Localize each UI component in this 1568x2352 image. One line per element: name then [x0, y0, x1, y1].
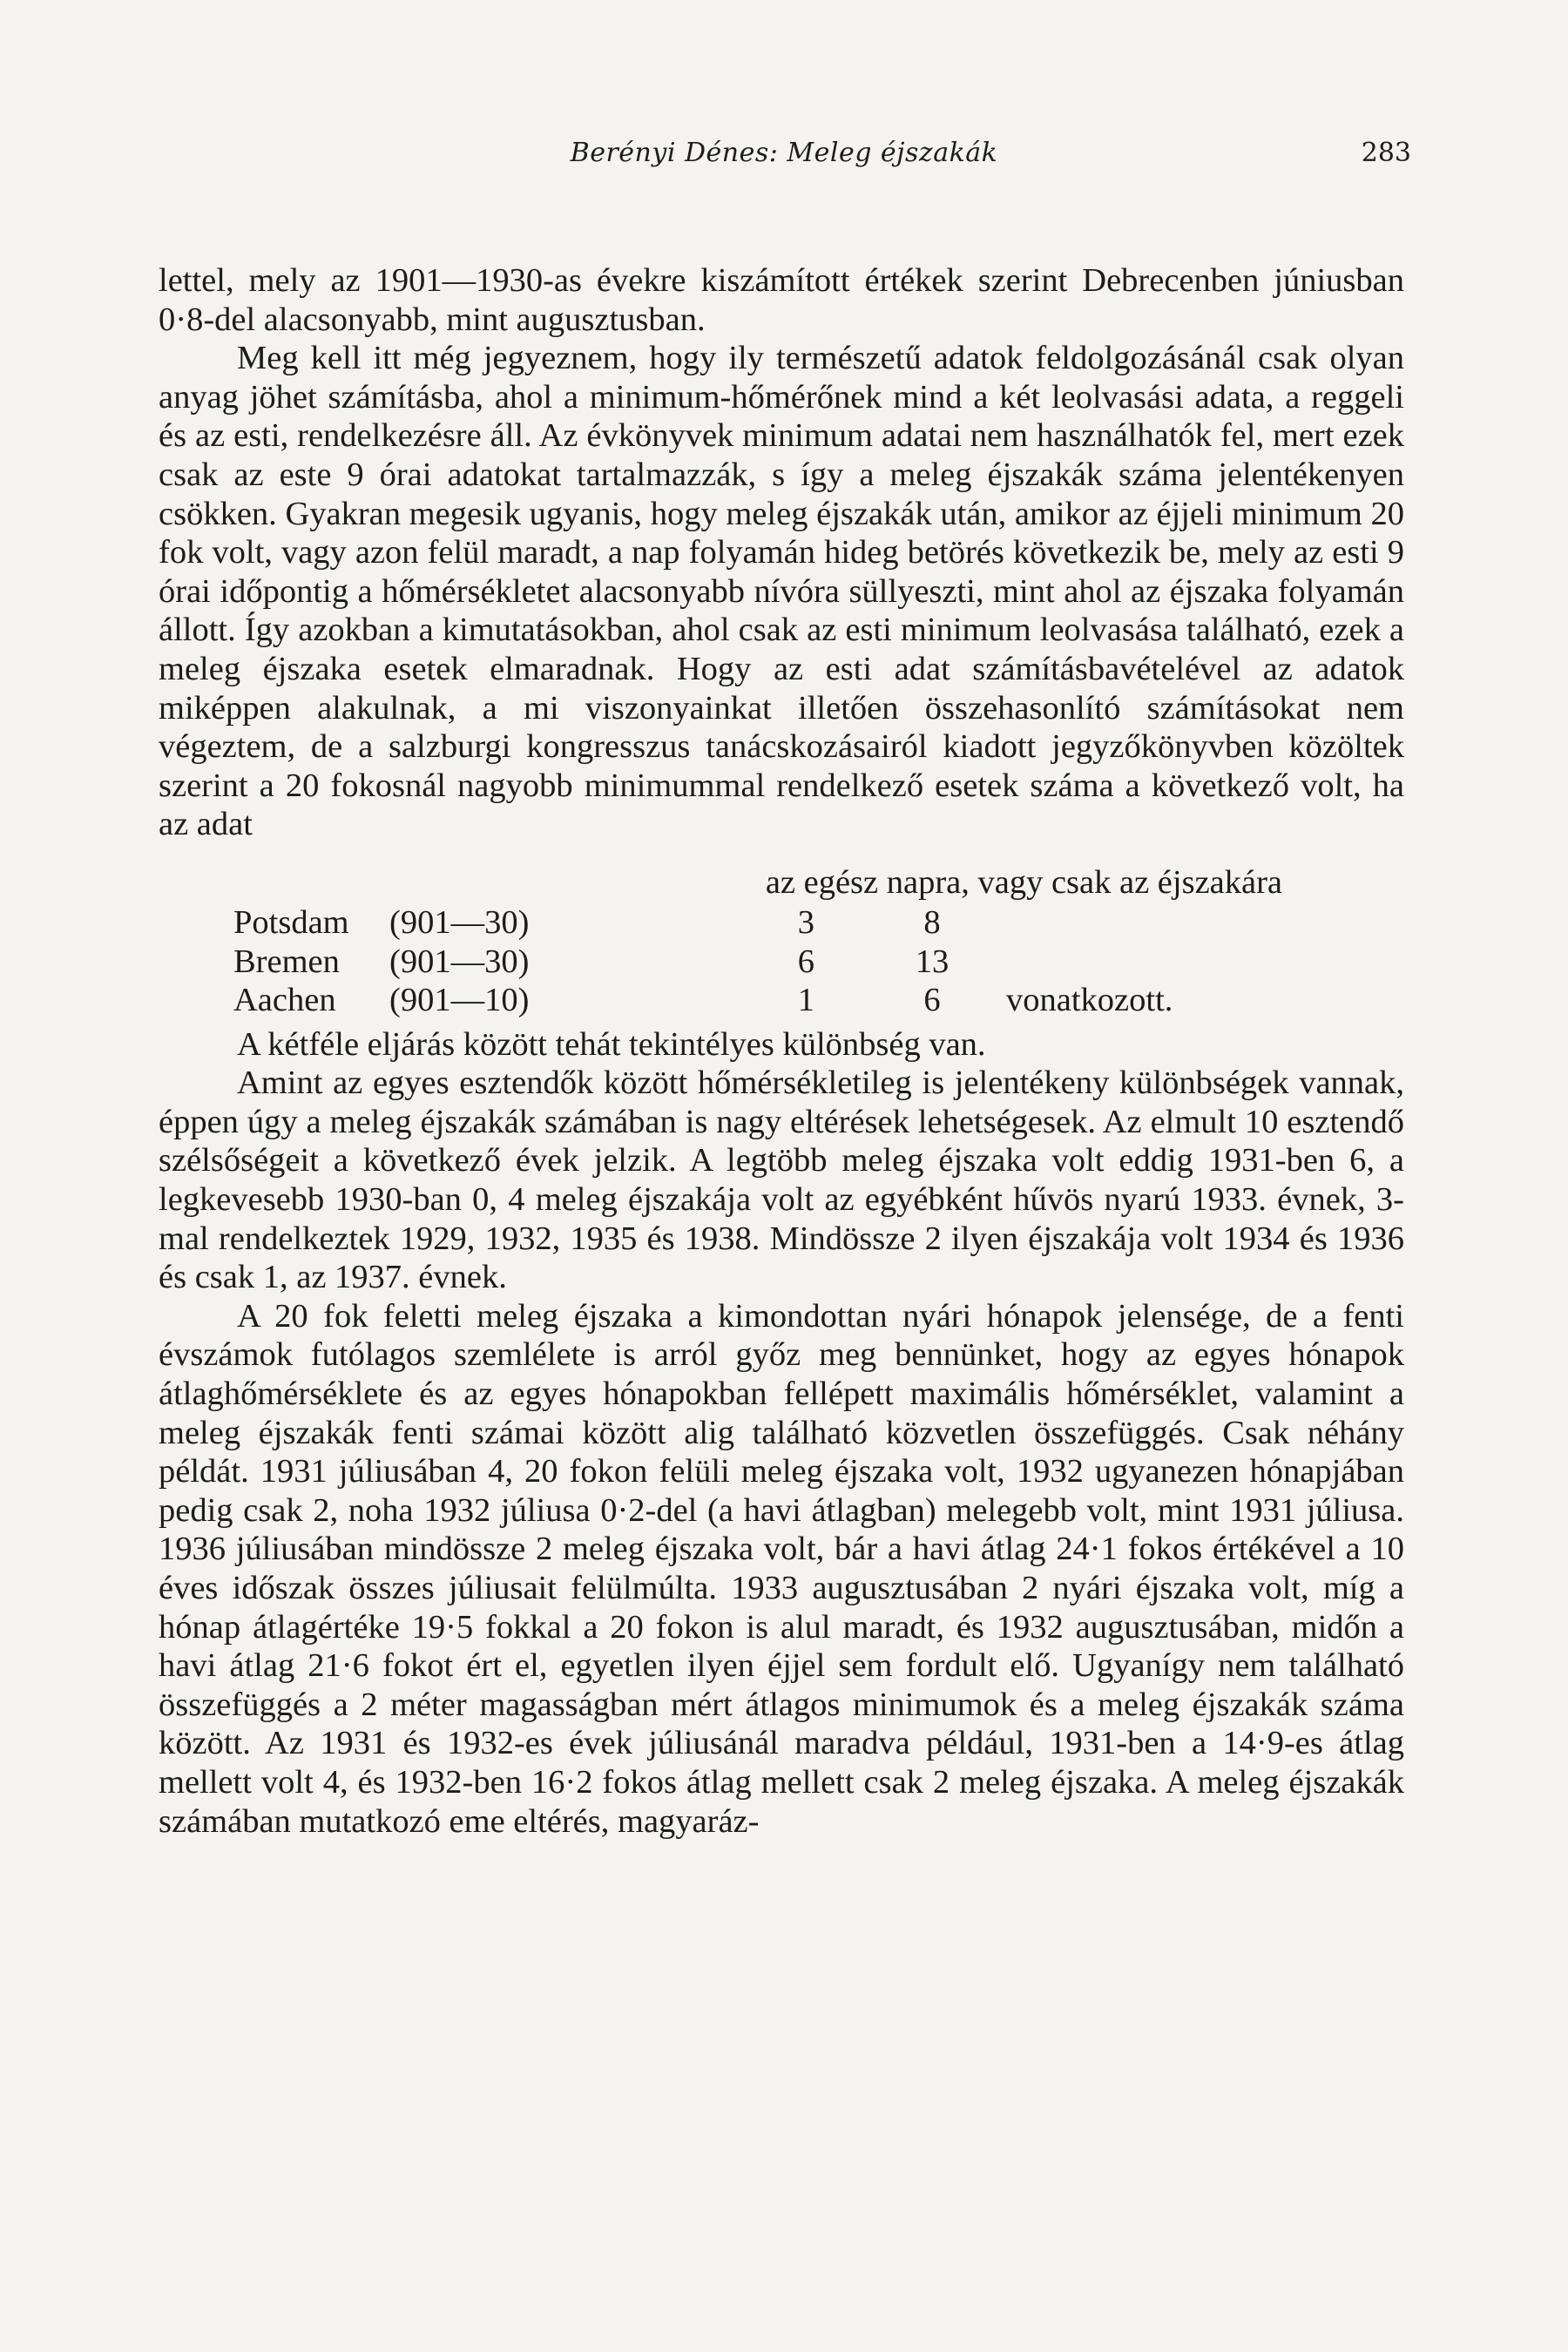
period-cell: (901—30) [389, 943, 530, 980]
table-body [159, 903, 1173, 1020]
paragraph: Meg kell itt még jegyeznem, hogy ily természetű adatok feldolgozásánál csak olyan anyag jöhet számításba, ahol a minimum-hőmérőnek mind a két leolvasási adata, a reggeli és az esti, rendelkezésre áll. Az évkönyvek minimum adatai nem használhatók fel, mert ezek csak az este 9 órai adatokat tartalmazzák, s így a meleg éjszakák száma jelentékenyen csökken. Gyakran megesik ugyanis, hogy meleg éjszakák után, amikor az éjjeli minimum 20 fok volt, vagy azon felül maradt, a nap folyamán hideg betörés következik be, mely az esti 9 órai időpontig a hőmérsékletet alacsonyabb nívóra süllyeszti, mint ahol az éjszaka folyamán állott. Így azokban a kimutatásokban, ahol csak az esti minimum leolvasása található, ezek a meleg éjszaka esetek elmaradnak. Hogy az esti adat számításbavételével az adatok miképpen alakulnak, a mi viszonyainkat illetően összehasonlító számításokat nem végeztem, de a salzburgi kongresszus tanácskozásairól kiadott jegyzőkönyvben közöltek szerint a 20 fokosnál nagyobb minimummal rendelkező esetek száma a következő volt, ha az adat [159, 340, 1404, 843]
city-cell: Aachen [233, 982, 336, 1019]
city-cell: Potsdam [233, 903, 349, 941]
paragraph: Amint az egyes esztendők között hőmérsékletileg is jelentékeny különbségek vannak, éppen úgy a meleg éjszakák számában is nagy eltérések lehetségesek. Az elmult 10 esztendő szélsőségeit a következő évek jelzik. A legtöbb meleg éjszaka volt eddig 1931-ben 6, a legkevesebb 1930-ban 0, 4 meleg éjszakája volt az egyébként hűvös nyarú 1933. évnek, 3-mal rendelkeztek 1929, 1932, 1935 és 1938. Mindössze 2 ilyen éjszakája volt 1934 és 1936 és csak 1, az 1937. évnek. [159, 1064, 1404, 1296]
table-row [159, 943, 1173, 982]
whole-day-cell: 3 [797, 903, 814, 941]
city-cell: Bremen [233, 943, 340, 980]
page-number: 283 [1361, 138, 1411, 168]
night-only-cell: 6 [923, 982, 941, 1019]
page-header [157, 138, 1411, 176]
body-text [159, 261, 1404, 1841]
whole-day-cell: 6 [797, 943, 814, 980]
period-cell: (901—10) [389, 982, 530, 1019]
table-row [159, 903, 1173, 943]
row-tail-cell [971, 943, 1173, 982]
row-tail-cell: vonatkozott. [1006, 982, 1173, 1019]
comparison-table [159, 863, 1404, 1020]
paragraph: A kétféle eljárás között tehát tekintélyes különbség van. [237, 1025, 986, 1063]
night-only-cell: 13 [915, 943, 950, 980]
running-title: Berényi Dénes: Meleg éjszakák [570, 138, 998, 168]
period-cell: (901—30) [389, 903, 530, 941]
paragraph: A 20 fok feletti meleg éjszaka a kimondottan nyári hónapok jelensége, de a fenti évszámok futólagos szemlélete is arról győz meg bennünket, hogy az egyes hónapok átlaghőmérséklete és az egyes hónapokban fellépett maximális hőmérséklet, valamint a meleg éjszakák fenti számai között alig található közvetlen összefüggés. Csak néhány példát. 1931 júliusában 4, 20 fokon felüli meleg éjszaka volt, 1932 ugyanezen hónapjában pedig csak 2, noha 1932 júliusa 0·2-del (a havi átlagban) melegebb volt, mint 1931 júliusa. 1936 júliusában mindössze 2 meleg éjszaka volt, bár a havi átlag 24·1 fokos értékével a 10 éves időszak összes júliusait felülmúlta. 1933 augusztusában 2 nyári éjszaka volt, míg a hónap átlagértéke 19·5 fokkal a 20 fokon is alul maradt, és 1932 augusztusában, midőn a havi átlag 21·6 fokot ért el, egyetlen ilyen éjjel sem fordult elő. Ugyanígy nem található összefüggés a 2 méter magasságban mért átlagos minimumok és a meleg éjszakák száma között. Az 1931 és 1932-es évek júliusánál maradva például, 1931-ben a 14·9-es átlag mellett volt 4, és 1932-ben 16·2 fokos átlag mellett csak 2 meleg éjszaka. A meleg éjszakák számában mutatkozó eme eltérés, magyaráz- [159, 1297, 1404, 1840]
table-row [159, 981, 1173, 1020]
table-header: az egész napra, vagy csak az éjszakára [765, 863, 1282, 901]
row-tail-cell [971, 903, 1173, 943]
night-only-cell: 8 [923, 903, 941, 941]
whole-day-cell: 1 [797, 982, 814, 1019]
paragraph-continuation: lettel, mely az 1901—1930-as évekre kiszámított értékek szerint Debrecenben júniusban 0·8-del alacsonyabb, mint augusztusban. [159, 262, 1404, 338]
